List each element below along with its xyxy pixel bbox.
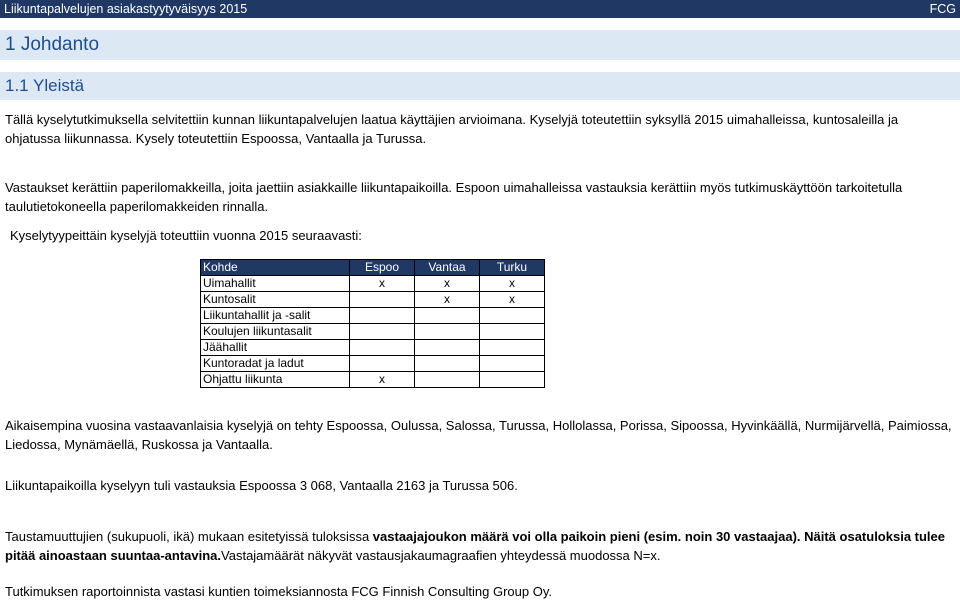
table-cell: Kuntoradat ja ladut: [201, 356, 350, 372]
note-paragraph: [5, 527, 955, 565]
table-row: [201, 276, 545, 292]
table-row: [201, 308, 545, 324]
column-header: Espoo: [350, 260, 415, 276]
table-cell: x: [350, 372, 415, 388]
note-respondents: Vastajamäärät näkyvät vastausjakaumagraafien yhteydessä muodossa N=x.: [221, 548, 661, 563]
table-cell: x: [480, 292, 545, 308]
header-brand: FCG: [929, 2, 956, 16]
history-paragraph: Aikaisempina vuosina vastaavanlaisia kyselyjä on tehty Espoossa, Oulussa, Salossa, Turussa, Hollolassa, Porissa, Sipoossa, Hyvinkäällä, Nurmijärvellä, Paimiossa, Liedossa, Mynämäellä, Ruskossa ja Vantaalla.: [5, 418, 952, 452]
table-cell: x: [415, 292, 480, 308]
collection-paragraph: Vastaukset kerättiin paperilomakkeilla, joita jaettiin asiakkaille liikuntapaikoilla. Espoon uimahalleissa vastauksia kerättiin myös tutkimuskäyttöön tarkoitetulla taulutietokoneella paperilomakkeiden rinnalla.: [5, 180, 903, 214]
table-row: [201, 356, 545, 372]
table-cell: [415, 356, 480, 372]
table-cell: [480, 372, 545, 388]
section-heading: [0, 72, 960, 100]
table-row: [201, 292, 545, 308]
table-intro-paragraph: Kyselytyypeittäin kyselyjä toteuttiin vuonna 2015 seuraavasti:: [10, 228, 362, 243]
note-warning: vastaajajoukon määrä voi olla paikoin pieni (esim. noin 30 vastaajaa). Näitä osatuloksia tulee pitää ainoastaan suuntaa-antavina.: [5, 529, 946, 563]
chapter-heading-text: 1 Johdanto: [5, 34, 100, 55]
table-cell: x: [480, 276, 545, 292]
table-row: [201, 324, 545, 340]
table-cell: Ohjattu liikunta: [201, 372, 350, 388]
table-cell: Liikuntahallit ja -salit: [201, 308, 350, 324]
table-cell: [415, 308, 480, 324]
column-header: Vantaa: [415, 260, 480, 276]
note-text: Taustamuuttujien (sukupuoli, ikä) mukaan esitetyissä tuloksissa: [5, 529, 373, 544]
table-row: [201, 372, 545, 388]
table-cell: [415, 324, 480, 340]
table-cell: [350, 340, 415, 356]
table-cell: [350, 308, 415, 324]
page-header: [0, 0, 960, 18]
table-cell: [350, 356, 415, 372]
table-cell: x: [415, 276, 480, 292]
table-cell: [350, 292, 415, 308]
responses-paragraph: Liikuntapaikoilla kyselyyn tuli vastauksia Espoossa 3 068, Vantaalla 2163 ja Turussa 506.: [5, 478, 518, 493]
section-heading-text: 1.1 Yleistä: [5, 76, 85, 95]
table-cell: [350, 324, 415, 340]
table-row: [201, 340, 545, 356]
column-header: Kohde: [201, 260, 350, 276]
table-cell: [415, 340, 480, 356]
table-cell: [480, 308, 545, 324]
table-cell: [480, 340, 545, 356]
table-header-row: [201, 260, 545, 276]
table-cell: Kuntosalit: [201, 292, 350, 308]
intro-paragraph: Tällä kyselytutkimuksella selvitettiin kunnan liikuntapalvelujen laatua käyttäjien arvioimana. Kyselyjä toteutettiin syksyllä 2015 uimahalleissa, kuntosaleilla ja ohjatussa liikunnassa. Kysely toteutettiin Espoossa, Vantaalla ja Turussa.: [5, 112, 899, 146]
chapter-heading: [0, 30, 960, 60]
reporting-paragraph: Tutkimuksen raportoinnista vastasi kuntien toimeksiannosta FCG Finnish Consulting Group Oy.: [5, 584, 552, 599]
table-cell: Jäähallit: [201, 340, 350, 356]
header-title: Liikuntapalvelujen asiakastyytyväisyys 2015: [4, 2, 248, 16]
table-cell: Uimahallit: [201, 276, 350, 292]
survey-table: [200, 259, 545, 388]
table-cell: Koulujen liikuntasalit: [201, 324, 350, 340]
table-cell: x: [350, 276, 415, 292]
column-header: Turku: [480, 260, 545, 276]
table-cell: [480, 356, 545, 372]
table-cell: [415, 372, 480, 388]
table-cell: [480, 324, 545, 340]
